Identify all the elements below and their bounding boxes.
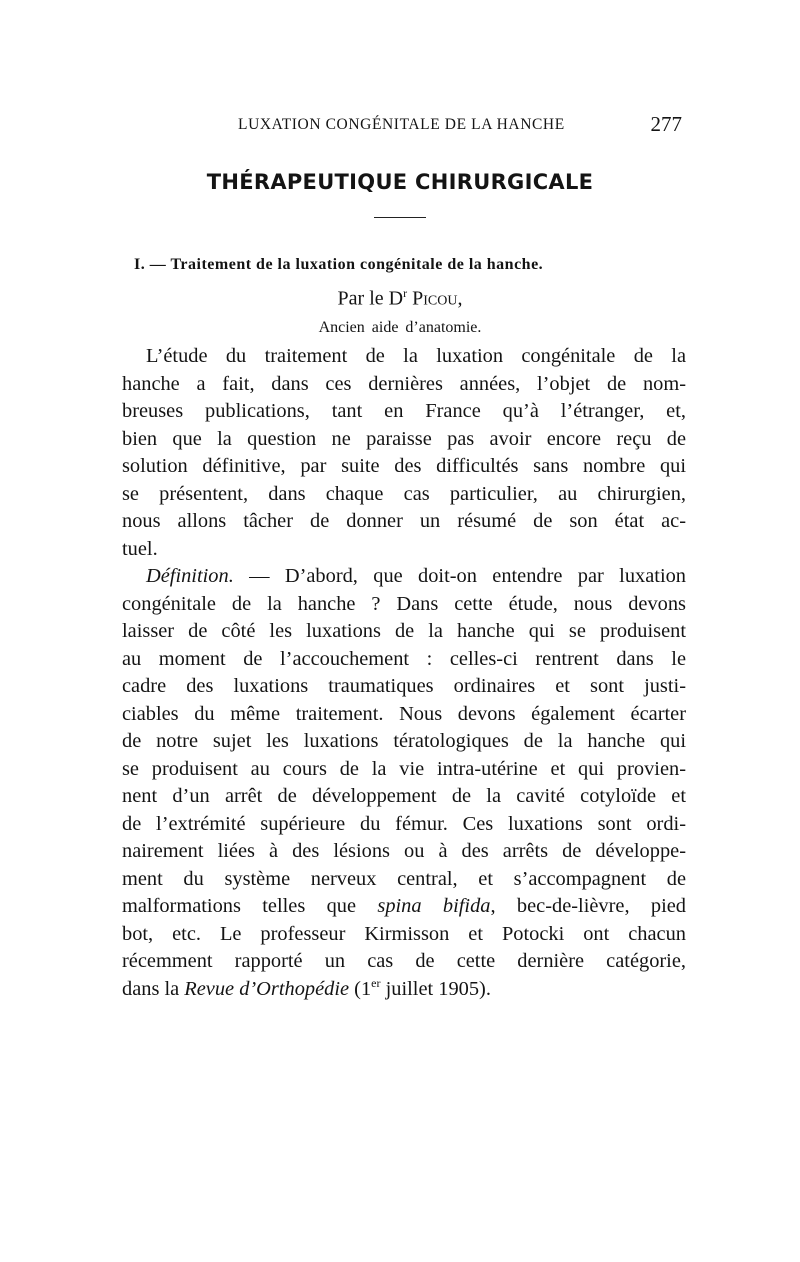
text-span: — D’abord, que doit-on entendre par luxation (233, 565, 686, 587)
text-line: ment du système nerveux central, et s’accompagnent de (122, 867, 686, 890)
page-number: 277 (650, 112, 682, 136)
text-line: se produisent au cours de la vie intra-utérine et qui provien- (122, 757, 686, 780)
text-line: ciables du même traitement. Nous devons également écarter (122, 702, 686, 725)
text-line: solution définitive, par suite des difficultés sans nombre qui (122, 455, 686, 477)
author-affiliation: Ancien aide d’anatomie. (318, 319, 482, 336)
text-line: congénitale de la hanche ? Dans cette étude, nous devons (122, 592, 686, 615)
text-span: malformations telles que (122, 895, 378, 917)
text-line: hanche a fait, dans ces dernières années, l’objet de nom- (122, 372, 686, 395)
text-line: nous allons tâcher de donner un résumé de son état ac- (122, 510, 686, 532)
text-line (122, 893, 686, 921)
author-name: Picou, (412, 287, 463, 310)
italic-term: spina bifida (377, 895, 491, 917)
text-line: récemment rapporté un cas de cette dernière catégorie, (122, 950, 686, 972)
text-line: bien que la question ne paraisse pas avoir encore reçu de (122, 427, 686, 450)
journal-title: Revue d’Orthopédie (184, 977, 350, 1000)
text-line: de notre sujet les luxations tératologiques de la hanche qui (122, 730, 686, 752)
text-span: dans la (122, 977, 185, 1000)
text-line: bot, etc. Le professeur Kirmisson et Potocki ont chacun (122, 922, 686, 945)
text-span: (1 (349, 977, 372, 1000)
text-span: , bec-de-lièvre, pied (490, 895, 686, 917)
byline (0, 286, 800, 311)
text-line (122, 563, 686, 591)
ordinal-sup: er (371, 975, 381, 990)
running-head (122, 114, 682, 140)
text-line: breuses publications, tant en France qu’à l’étranger, et, (122, 400, 686, 422)
text-line: cadre des luxations traumatiques ordinaires et sont justi- (122, 675, 686, 697)
byline-title-sup: r (403, 286, 408, 300)
section-title: THÉRAPEUTIQUE CHIRURGICALE (206, 170, 594, 194)
text-line: se présentent, dans chaque cas particulier, au chirurgien, (122, 482, 686, 505)
text-line: L’étude du traitement de la luxation congénitale de la (146, 345, 686, 367)
text-line: tuel. (122, 537, 158, 560)
definition-lead: Définition. (146, 565, 234, 587)
text-line: nent d’un arrêt de développement de la cavité cotyloïde et (122, 785, 686, 807)
article-heading: I. — Traitement de la luxation congénitale de la hanche. (134, 256, 544, 273)
byline-prefix: Par le D (337, 287, 404, 310)
running-title: LUXATION CONGÉNITALE DE LA HANCHE (238, 116, 565, 133)
title-rule (374, 217, 426, 218)
text-line: nairement liées à des lésions ou à des arrêts de développe- (122, 840, 686, 862)
text-line: de l’extrémité supérieure du fémur. Ces luxations sont ordi- (122, 812, 686, 835)
text-line: laisser de côté les luxations de la hanche qui se produisent (122, 620, 686, 642)
text-line (122, 976, 686, 1004)
body-text (122, 343, 686, 1003)
text-line: au moment de l’accouchement : celles-ci rentrent dans le (122, 647, 686, 670)
text-span: juillet 1905). (380, 977, 491, 1000)
